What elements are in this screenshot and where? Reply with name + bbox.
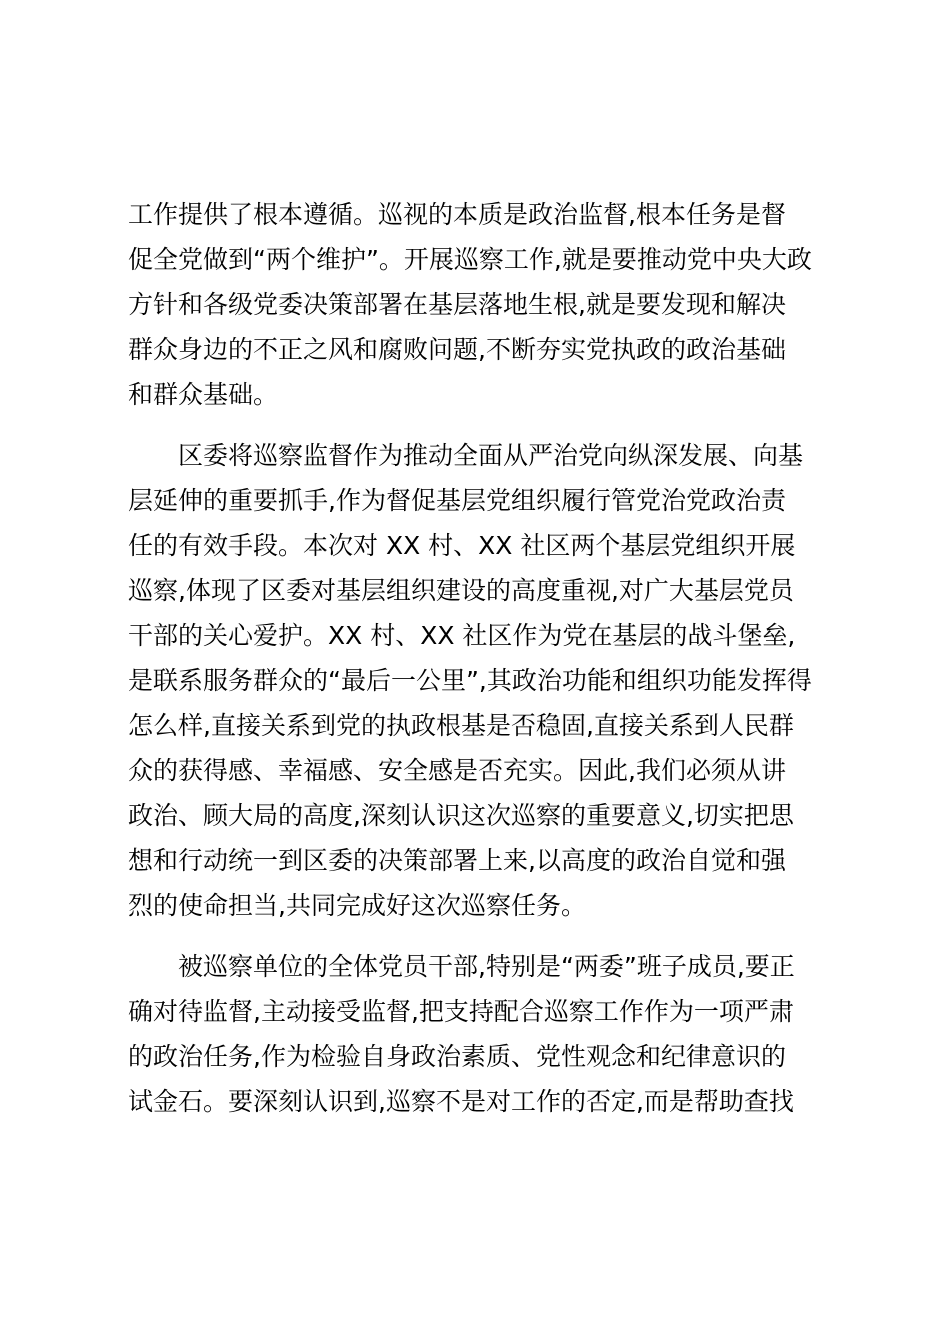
text-line: 确对待监督,主动接受监督,把支持配合巡察工作作为一项严肃 [128,997,794,1026]
text-line: 区委将巡察监督作为推动全面从严治党向纵深发展、向基 [178,441,804,470]
text-line: 层延伸的重要抓手,作为督促基层党组织履行管党治党政治责 [128,486,786,515]
text-line: 政治、顾大局的高度,深刻认识这次巡察的重要意义,切实把思 [128,801,794,830]
text-line: 试金石。要深刻认识到,巡察不是对工作的否定,而是帮助查找 [128,1087,794,1116]
paragraph-spacer [128,417,818,433]
text-line: 被巡察单位的全体党员干部,特别是“两委”班子成员,要正 [178,952,795,981]
text-line: 的政治任务,作为检验自身政治素质、党性观念和纪律意识的 [128,1042,786,1071]
text-line: 群众身边的不正之风和腐败问题,不断夯实党执政的政治基础 [128,335,786,364]
text-line: 工作提供了根本遵循。巡视的本质是政治监督,根本任务是督 [128,200,786,229]
text-line: 是联系服务群众的“最后一公里”,其政治功能和组织功能发挥得 [128,666,812,695]
text-line: 众的获得感、幸福感、安全感是否充实。因此,我们必须从讲 [128,756,786,785]
paragraph-spacer [128,928,818,944]
text-line: 怎么样,直接关系到党的执政根基是否稳固,直接关系到人民群 [128,711,794,740]
text-line: 任的有效手段。本次对 XX 村、XX 社区两个基层党组织开展 [128,531,796,560]
text-line: 烈的使命担当,共同完成好这次巡察任务。 [128,891,586,920]
document-body [128,192,818,1124]
paragraph [128,433,818,928]
paragraph [128,944,818,1124]
paragraph [128,192,818,417]
text-line: 想和行动统一到区委的决策部署上来,以高度的政治自觉和强 [128,846,786,875]
text-line: 方针和各级党委决策部署在基层落地生根,就是要发现和解决 [128,290,786,319]
text-line: 促全党做到“两个维护”。开展巡察工作,就是要推动党中央大政 [128,245,812,274]
text-line: 干部的关心爱护。XX 村、XX 社区作为党在基层的战斗堡垒, [128,621,796,650]
text-line: 和群众基础。 [128,380,279,409]
text-line: 巡察,体现了区委对基层组织建设的高度重视,对广大基层党员 [128,576,794,605]
